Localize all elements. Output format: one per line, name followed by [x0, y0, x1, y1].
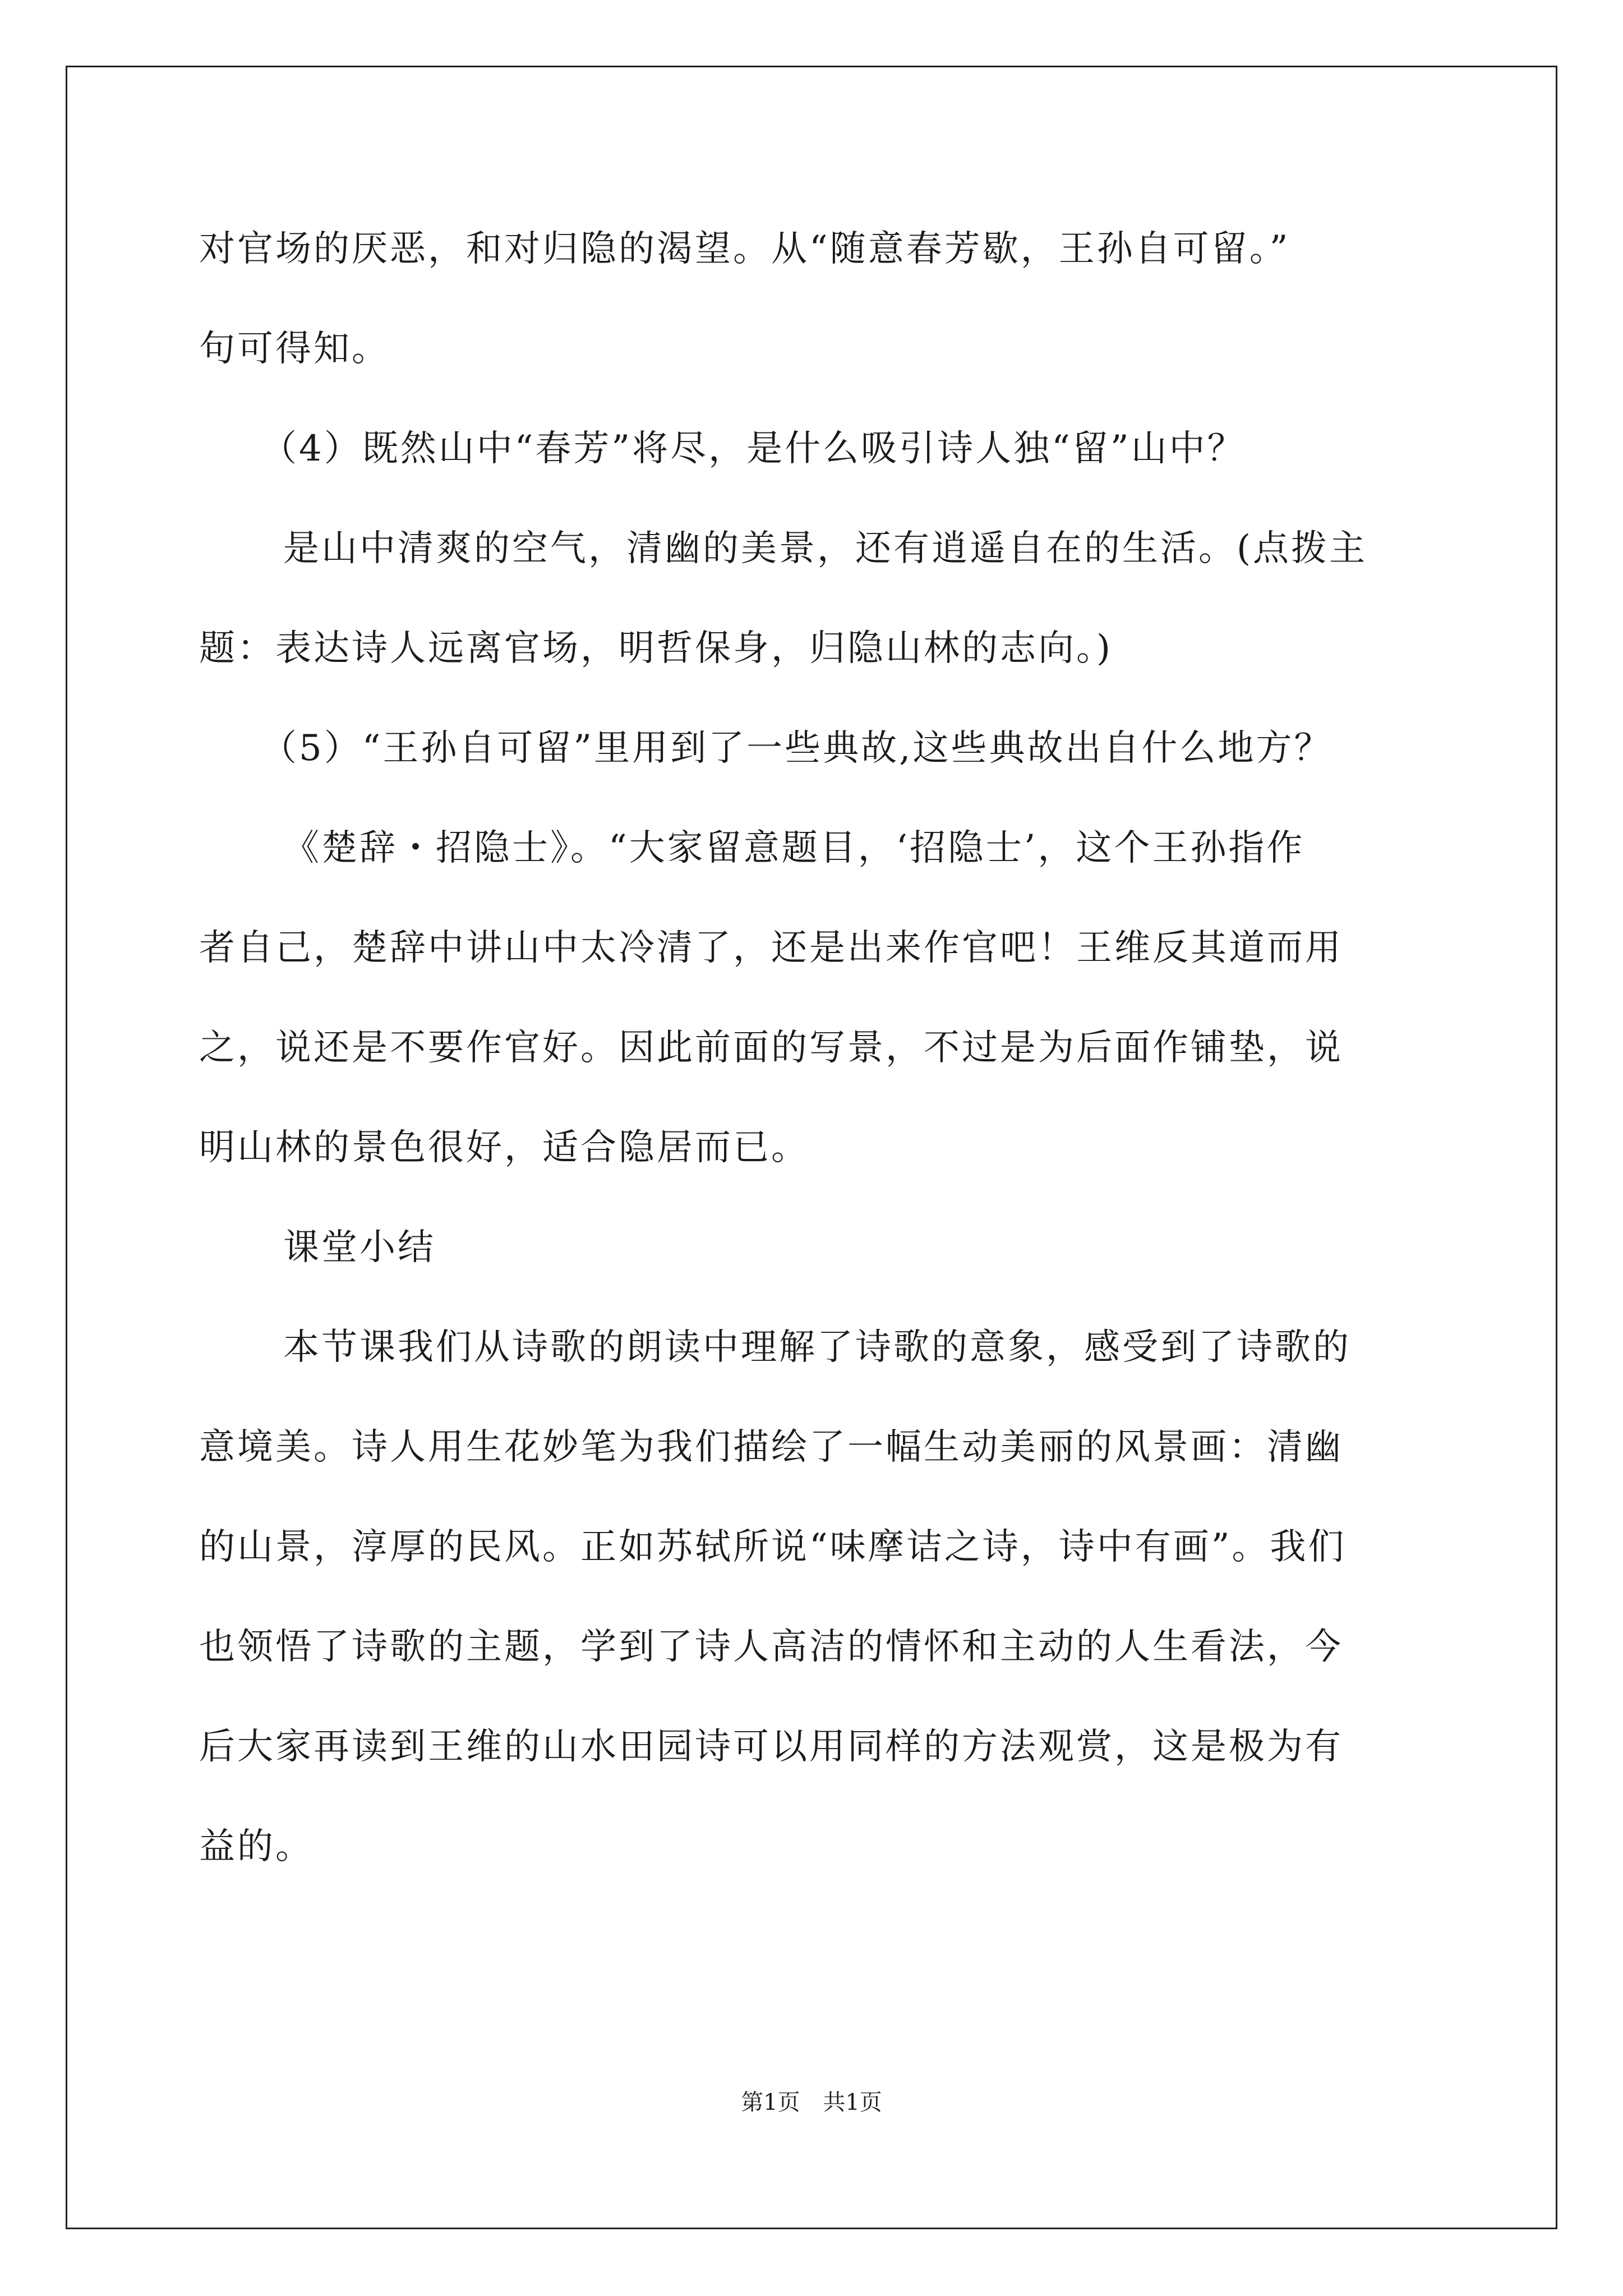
answer-5-line: 之，说还是不要作官好。因此前面的写景，不过是为后面作铺垫，说 [199, 1027, 1343, 1069]
summary-line: 意境美。诗人用生花妙笔为我们描绘了一幅生动美丽的风景画：清幽 [199, 1427, 1343, 1468]
summary-line: 本节课我们从诗歌的朗读中理解了诗歌的意象，感受到了诗歌的 [283, 1327, 1351, 1368]
section-heading: 课堂小结 [283, 1227, 436, 1268]
question-5: （5）“王孙自可留”里用到了一些典故,这些典故出自什么地方？ [261, 728, 1332, 769]
text-line: 对官场的厌恶，和对归隐的渴望。从“随意春芳歇，王孙自可留。” [199, 228, 1290, 270]
summary-line: 也领悟了诗歌的主题，学到了诗人高洁的情怀和主动的人生看法，今 [199, 1626, 1343, 1668]
answer-4-line: 题：表达诗人远离官场，明哲保身，归隐山林的志向。) [199, 628, 1113, 669]
text-line: 句可得知。 [199, 328, 390, 370]
answer-5-line: 者自己，楚辞中讲山中太冷清了，还是出来作官吧！王维反其道而用 [199, 927, 1343, 969]
document-body [199, 199, 1433, 1897]
summary-line: 的山景，淳厚的民风。正如苏轼所说“味摩诘之诗，诗中有画”。我们 [199, 1526, 1347, 1568]
page-number: 第1页 [741, 2090, 800, 2115]
answer-4-line: 是山中清爽的空气，清幽的美景，还有逍遥自在的生活。(点拨主 [283, 528, 1367, 569]
page-footer [0, 2086, 1623, 2119]
answer-5-line: 明山林的景色很好，适合隐居而已。 [199, 1127, 809, 1168]
answer-5-line: 《楚辞・招隐士》。“大家留意题目，‘招隐士’，这个王孙指作 [283, 827, 1305, 869]
summary-line: 后大家再读到王维的山水田园诗可以用同样的方法观赏，这是极为有 [199, 1726, 1343, 1768]
summary-line: 益的。 [199, 1826, 313, 1867]
question-4: （4）既然山中“春芳”将尽，是什么吸引诗人独“留”山中？ [261, 428, 1246, 470]
page-total: 共1页 [823, 2090, 882, 2115]
